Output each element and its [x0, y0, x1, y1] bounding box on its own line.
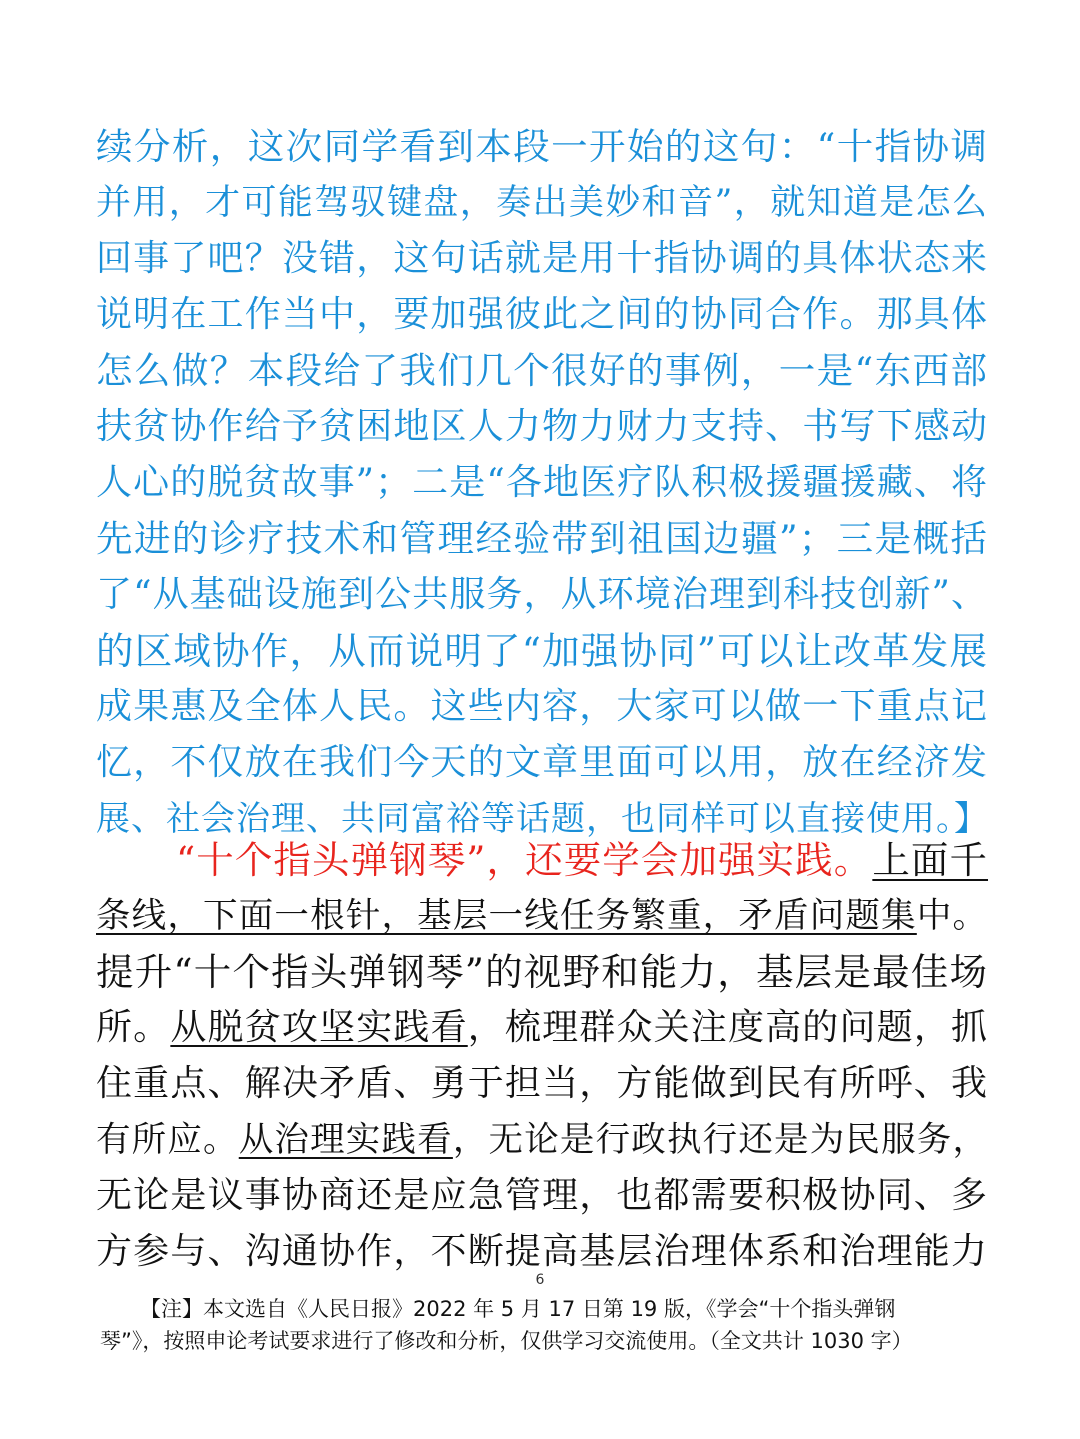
- footnote-line-1: 【注】本文选自《人民日报》2022 年 5 月 17 日第 19 版，《学会“十个指头弹钢: [140, 1297, 896, 1321]
- analysis-line-4: 说明在工作当中，要加强彼此之间的协同合作。那具体: [96, 294, 988, 335]
- analysis-line-8: 先进的诊疗技术和管理经验带到祖国边疆”；三是概括: [96, 517, 988, 560]
- paragraph-line-6: [96, 1112, 988, 1168]
- paragraph-line-5: 住重点、解决矛盾、勇于担当，方能做到民有所呼、我: [96, 1063, 988, 1104]
- text-span: 所。: [96, 1007, 171, 1048]
- text-span: ，无论是行政执行还是为民服务，: [452, 1120, 988, 1160]
- underlined-phrase: 从治理实践看: [238, 1120, 453, 1160]
- paragraph-line-3: 提升“十个指头弹钢琴”的视野和能力，基层是最佳场: [96, 950, 988, 994]
- page-number: 6: [535, 1272, 545, 1288]
- text-span: ，梳理群众关注度高的问题，抓: [467, 1007, 988, 1048]
- analysis-line-12: 忆，不仅放在我们今天的文章里面可以用，放在经济发: [96, 742, 988, 783]
- analysis-line-2: 并用，才可能驾驭键盘，奏出美妙和音”，就知道是怎么: [96, 183, 988, 223]
- analysis-line-11: 成果惠及全体人民。这些内容，大家可以做一下重点记: [96, 686, 988, 727]
- underlined-phrase: 条线，下面一根针，基层一线任务繁重，矛盾问题集: [96, 896, 917, 936]
- analysis-line-5: 怎么做？本段给了我们几个很好的事例，一是“东西部: [96, 349, 988, 392]
- analysis-line-6: 扶贫协作给予贫困地区人力物力财力支持、书写下感动: [96, 406, 988, 447]
- paragraph-line-4: [96, 1000, 988, 1056]
- paragraph-line-7: 无论是议事协商还是应急管理，也都需要积极协同、多: [96, 1175, 988, 1216]
- analysis-line-9: 了“从基础设施到公共服务，从环境治理到科技创新”、: [96, 574, 988, 615]
- footnote-line-2: 琴”》，按照申论考试要求进行了修改和分析，仅供学习交流使用。（全文共计 1030 字）: [100, 1329, 913, 1353]
- paragraph-line-8: 方参与、沟通协作，不断提高基层治理体系和治理能力: [96, 1231, 988, 1272]
- analysis-line-1: 续分析，这次同学看到本段一开始的这句：“十指协调: [96, 125, 988, 168]
- analysis-line-7: 人心的脱贫故事”；二是“各地医疗队积极援疆援藏、将: [96, 462, 988, 503]
- analysis-line-3: 回事了吧？没错，这句话就是用十指协调的具体状态来: [96, 238, 988, 279]
- analysis-line-10: 的区域协作，从而说明了“加强协同”可以让改革发展: [96, 629, 988, 673]
- underlined-phrase: 上面千: [872, 838, 989, 882]
- section-heading-red: “十个指头弹钢琴”，还要学会加强实践。: [176, 838, 873, 882]
- text-span: 有所应。: [96, 1120, 239, 1160]
- paragraph-line-2: [96, 888, 988, 944]
- analysis-line-13: 展、社会治理、共同富裕等话题，也同样可以直接使用。】: [96, 799, 989, 839]
- underlined-phrase: 从脱贫攻坚实践看: [170, 1007, 468, 1048]
- text-span: 中。: [916, 896, 988, 936]
- paragraph-line-1: [176, 832, 988, 888]
